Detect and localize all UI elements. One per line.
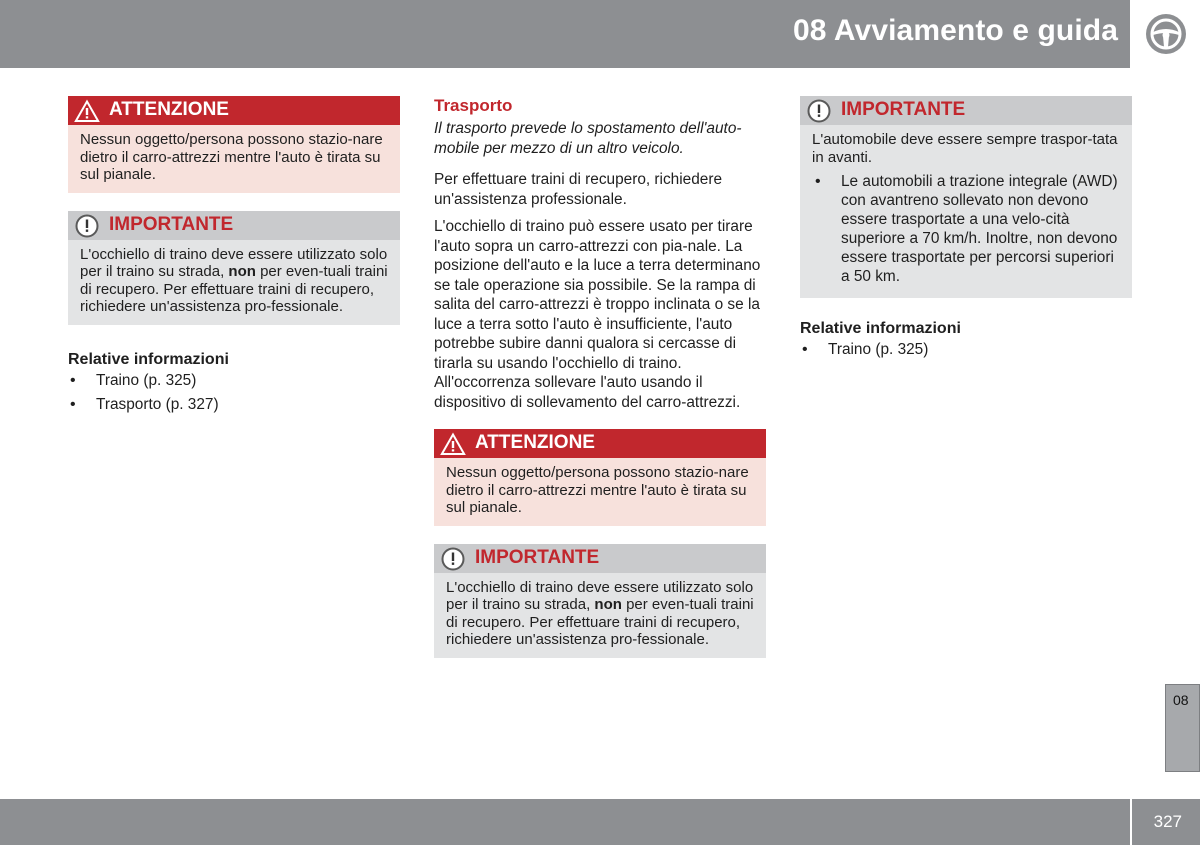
important-header — [434, 544, 766, 573]
page-header — [0, 0, 1130, 68]
important-box — [434, 544, 766, 658]
important-header — [68, 211, 400, 240]
related-link-traino[interactable]: • Traino (p. 325) — [68, 371, 400, 390]
chapter-tab-label: 08 — [1173, 692, 1189, 708]
important-body — [800, 125, 1132, 298]
page-footer — [0, 799, 1130, 845]
chapter-tab — [1165, 684, 1200, 772]
warning-text: Nessun oggetto/persona possono stazio-nare dietro il carro-attrezzi mentre l'auto è tirata su sul pianale. — [434, 458, 766, 526]
paragraph-2: L'occhiello di traino può essere usato per tirare l'auto sopra un carro-attrezzi con pia-nale. La posizione dell'auto e la luce a terra determinano se tale operazione sia possibile. Se la rampa di salita del carro-attrezzi è troppo inclinata o se la luce a terra sotto l'auto è insufficiente, l'auto potrebbe subire danni qualora si cercasse di tirarla su usando l'occhiello di traino. All'occorrenza sollevare l'auto usando il dispositivo di sollevamento del carro-attrezzi. — [434, 218, 761, 411]
section-title: Trasporto — [434, 96, 513, 115]
column-middle — [434, 96, 766, 676]
warning-box — [68, 96, 400, 193]
related-list — [68, 371, 400, 414]
important-header — [800, 96, 1132, 125]
related-list — [800, 340, 1132, 359]
emphasis-non: non — [594, 596, 622, 613]
important-text: L'occhiello di traino deve essere utilizzato solo per il traino su strada, non per even-tuali traini di recupero. Per effettuare traini di recupero, richiedere un'assistenza pro-fessionale. — [68, 240, 400, 325]
important-box — [800, 96, 1132, 298]
emphasis-non: non — [228, 263, 256, 280]
important-label: IMPORTANTE — [475, 546, 600, 568]
warning-text: Nessun oggetto/persona possono stazio-nare dietro il carro-attrezzi mentre l'auto è tirata su sul pianale. — [68, 125, 400, 193]
column-left — [68, 96, 400, 419]
important-text: L'occhiello di traino deve essere utilizzato solo per il traino su strada, non per even-tuali traini di recupero. Per effettuare traini di recupero, richiedere un'assistenza pro-fessionale. — [434, 573, 766, 658]
warning-header — [434, 429, 766, 458]
warning-triangle-icon — [440, 432, 466, 456]
exclamation-circle-icon — [74, 214, 100, 238]
page-number-box — [1132, 799, 1200, 845]
related-link-traino[interactable]: • Traino (p. 325) — [800, 340, 1132, 359]
important-label: IMPORTANTE — [841, 99, 966, 120]
warning-box — [434, 429, 766, 526]
important-bullets — [812, 172, 1120, 286]
section-lead: Il trasporto prevede lo spostamento dell'auto-mobile per mezzo di un altro veicolo. — [434, 120, 742, 157]
important-bullet: • Le automobili a trazione integrale (AWD) con avantreno sollevato non devono essere trasportate a una velo-cità superiore a 70 km/h. Inoltre, non devono essere trasportate per percorsi superiori a 50 km. — [812, 172, 1120, 286]
related-link-trasporto[interactable]: • Trasporto (p. 327) — [68, 395, 400, 414]
chapter-icon-box — [1132, 0, 1200, 68]
warning-label: ATTENZIONE — [109, 99, 229, 120]
warning-header — [68, 96, 400, 125]
important-label: IMPORTANTE — [109, 213, 234, 235]
exclamation-circle-icon — [806, 99, 832, 123]
related-title: Relative informazioni — [800, 320, 961, 337]
column-right — [800, 96, 1132, 364]
page-number: 327 — [1153, 812, 1182, 831]
important-box — [68, 211, 400, 325]
related-title: Relative informazioni — [68, 350, 229, 368]
chapter-title: 08 Avviamento e guida — [793, 14, 1118, 47]
important-text: L'automobile deve essere sempre traspor-tata in avanti. — [812, 131, 1118, 166]
warning-label: ATTENZIONE — [475, 432, 595, 453]
warning-triangle-icon — [74, 99, 100, 123]
paragraph-1: Per effettuare traini di recupero, richiedere un'assistenza professionale. — [434, 171, 723, 208]
steering-wheel-icon — [1144, 12, 1188, 56]
exclamation-circle-icon — [440, 547, 466, 571]
